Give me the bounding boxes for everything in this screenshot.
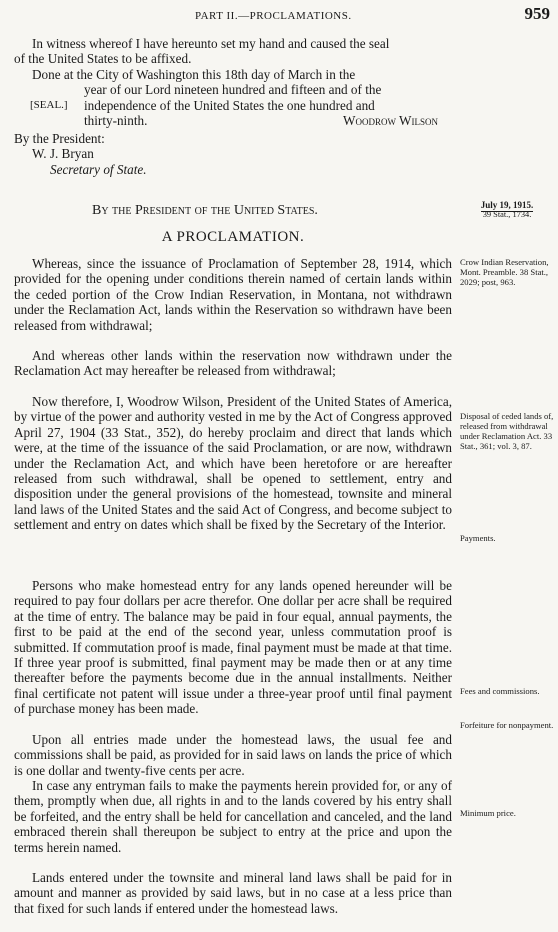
margin-note-forfeiture: Forfeiture for nonpayment.	[460, 720, 554, 730]
secretary-title: Secretary of State.	[50, 161, 147, 177]
margin-note-minimum-price: Minimum price.	[460, 808, 516, 818]
secretary-name: W. J. Bryan	[32, 146, 94, 162]
paragraph-now-therefore: Now therefore, I, Woodrow Wilson, President of the United States of America, by virtue of the power and authority vested in me by the Act of Congress approved April 27, 1904 (33 Stat., 352), do hereby proclaim and direct that lands which were, at the time of the issuance of the said Proclamation, or are now, withdrawn under the Reclamation Act, and which have been heretofore or are hereafter released from such withdrawal, shall be opened to settlement, entry and disposition under the general provisions of the homestead, townsite and mineral land laws of the United States and the said Act of Congress, and become subject to settlement and entry on dates which shall be fixed by the Secretary of the Interior.	[14, 394, 452, 533]
done-line-1: Done at the City of Washington this 18th day of March in the	[32, 66, 356, 82]
done-line-3: independence of the United States the one hundred and	[84, 97, 375, 113]
done-line-4: thirty-ninth.	[84, 113, 148, 129]
paragraph-whereas: Whereas, since the issuance of Proclamation of September 28, 1914, which provided for the opening under conditions therein named of certain lands within the ceded portion of the Crow Indian Reservation, in Montana, not withdrawn under the Reclamation Act, lands within the Reservation so withdrawn have been released from withdrawal;	[14, 256, 452, 333]
page-number: 959	[524, 4, 550, 23]
margin-note-disposal: Disposal of ceded lands of, released from withdrawal under Reclamation Act. 33 Stat., 361; vol. 3, 87.	[460, 411, 554, 451]
paragraph-payments: Persons who make homestead entry for any lands opened hereunder will be required to pay four dollars per acre therefor. One dollar per acre shall be required at the time of entry. The balance may be paid in four equal, annual payments, the first to be paid at the end of the second year, unless commutation proof is submitted. If commutation proof is made, final payment must be made at that time. If three year proof is submitted, final payment may be made then or at any time thereafter before the payments become due in the annual installments. Neither final certificate not patent will issue under a three-year proof until final payment of purchase money has been made.	[14, 578, 453, 717]
done-line-2: year of our Lord nineteen hundred and fifteen and of the	[84, 82, 382, 98]
paragraph-and-whereas: And whereas other lands within the reservation now withdrawn under the Reclamation Act may hereafter be released from withdrawal;	[14, 348, 452, 379]
paragraph-fees: Upon all entries made under the homestead laws, the usual fee and commissions shall be paid, as provided for in said laws on lands the price of which is one dollar and twenty-five cents per acre.	[14, 732, 452, 778]
paragraph-forfeiture: In case any entryman fails to make the payments herein provided for, or any of them, promptly when due, all rights in and to the lands covered by his entry shall be forfeited, and the entry shall be held for cancellation and canceled, and the land embraced therein shall thereupon be subject to entry at the price and upon the terms herein named.	[14, 778, 452, 855]
proclamation-title: A PROCLAMATION.	[161, 229, 305, 245]
signature: Woodrow Wilson	[343, 113, 438, 129]
paragraph-minimum-price: Lands entered under the townsite and mineral land laws shall be paid for in amount and manner as provided by said laws, but in no case at a less price than that fixed for such lands if entered under the homestead laws.	[14, 870, 452, 916]
date-note	[460, 200, 554, 220]
witness-line-1: In witness whereof I have hereunto set my hand and caused the seal	[32, 36, 390, 51]
witness-line-2: of the United States to be affixed.	[14, 51, 192, 67]
proclamation-heading-block	[14, 203, 452, 218]
margin-note-payments: Payments.	[460, 533, 496, 543]
statute-reference: 39 Stat., 1734.	[482, 210, 532, 219]
margin-note-crow-reservation: Crow Indian Reservation, Mont. Preamble. 38 Stat., 2029; post, 963.	[460, 257, 549, 287]
seal-row	[14, 98, 452, 113]
running-header: PART II.—PROCLAMATIONS.	[195, 10, 352, 22]
proclamation-heading: By the President of the United States.	[92, 203, 318, 218]
seal-mark: [SEAL.]	[30, 98, 68, 111]
previous-proclamation-closing	[14, 36, 452, 177]
by-the-president: By the President:	[14, 130, 105, 146]
proclamation-date: July 19, 1915.	[480, 200, 534, 210]
margin-note-fees: Fees and commissions.	[460, 686, 540, 696]
proclamation-title-block	[14, 230, 452, 245]
proclamation-body	[14, 256, 452, 932]
